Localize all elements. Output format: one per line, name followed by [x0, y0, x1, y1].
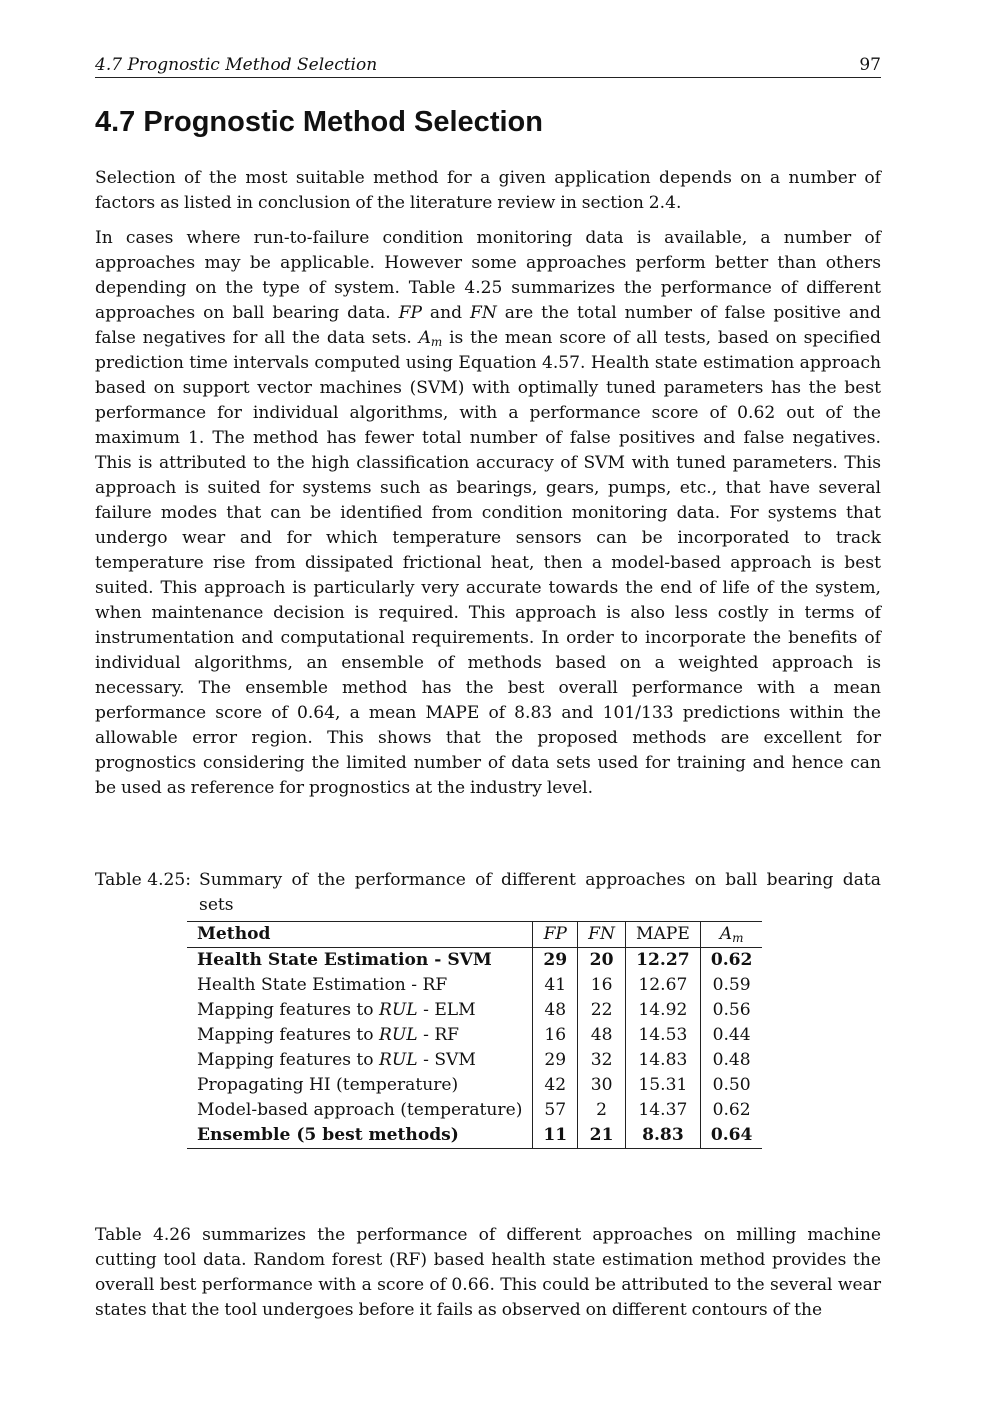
- cell-mape: 14.83: [625, 1048, 700, 1073]
- cell-fp: 42: [533, 1073, 578, 1098]
- cell-fn: 2: [578, 1098, 626, 1123]
- paragraph-text: In cases where run-to-failure condition monitoring data is available, a number of approaches may be applicable. However some approaches perform better than others depending on the type of system. Table 4.25 summarizes the performance of different approaches on ball bearing data.: [95, 228, 881, 323]
- cell-mape: 8.83: [625, 1123, 700, 1149]
- cell-fp: 48: [533, 998, 578, 1023]
- method-text: Mapping features to: [197, 1000, 380, 1020]
- table-row: [187, 1098, 762, 1123]
- cell-mape: 14.53: [625, 1023, 700, 1048]
- caption-label: Table 4.25:: [95, 870, 192, 890]
- cell-am: 0.62: [700, 948, 762, 974]
- cell-method: [187, 1048, 533, 1073]
- fp-symbol: FP: [398, 303, 422, 323]
- method-text: - SVM: [417, 1050, 476, 1070]
- cell-fp: 41: [533, 973, 578, 998]
- cell-fp: 57: [533, 1098, 578, 1123]
- table-row: [187, 973, 762, 998]
- table-row: [187, 1073, 762, 1098]
- method-text: Mapping features to: [197, 1025, 380, 1045]
- cell-method: Ensemble (5 best methods): [197, 1125, 459, 1145]
- paragraph-intro: Selection of the most suitable method for a given application depends on a number of factors as listed in conclusion of the literature review in section 2.4.: [95, 168, 881, 213]
- am-subscript: m: [430, 335, 443, 349]
- cell-fn: 30: [578, 1073, 626, 1098]
- table-row: [187, 1048, 762, 1073]
- paragraph-milling-discussion: Table 4.26 summarizes the performance of different approaches on milling machine cutting tool data. Random forest (RF) based health state estimation method provides the overall best performance with a score of 0.66. This could be attributed to the several wear states that the tool undergoes before it fails as observed on different contours of the: [95, 1225, 881, 1320]
- cell-method: Model-based approach (temperature): [197, 1100, 523, 1120]
- cell-am: 0.48: [700, 1048, 762, 1073]
- am-symbol: [419, 328, 443, 348]
- cell-mape: 12.67: [625, 973, 700, 998]
- cell-mape: 12.27: [625, 948, 700, 974]
- cell-fn: 21: [578, 1123, 626, 1149]
- rul-symbol: RUL: [379, 1000, 418, 1020]
- cell-am: 0.56: [700, 998, 762, 1023]
- paragraph-bearing-discussion: [95, 226, 881, 801]
- caption-text: Summary of the performance of different approaches on ball bearing data sets: [199, 870, 881, 915]
- cell-mape: 15.31: [625, 1073, 700, 1098]
- cell-method: Propagating HI (temperature): [197, 1075, 459, 1095]
- header-fn: FN: [578, 922, 626, 948]
- cell-mape: 14.92: [625, 998, 700, 1023]
- paragraph-text: and: [422, 303, 470, 323]
- cell-am: 0.50: [700, 1073, 762, 1098]
- running-header: [95, 55, 881, 78]
- table-header-row: [187, 922, 762, 948]
- cell-am: 0.64: [700, 1123, 762, 1149]
- paragraph-text: are the total number of false positive and false negatives for all the data sets.: [95, 303, 881, 348]
- cell-am: 0.62: [700, 1098, 762, 1123]
- cell-fn: 16: [578, 973, 626, 998]
- rul-symbol: RUL: [379, 1025, 418, 1045]
- table-row: [187, 1123, 762, 1149]
- cell-am: 0.44: [700, 1023, 762, 1048]
- method-text: Mapping features to: [197, 1050, 380, 1070]
- header-am: [700, 922, 762, 948]
- page-number: 97: [859, 55, 881, 75]
- running-title: 4.7 Prognostic Method Selection: [95, 55, 378, 75]
- rul-symbol: RUL: [379, 1050, 418, 1070]
- section-title: 4.7 Prognostic Method Selection: [95, 106, 543, 138]
- cell-method: Health State Estimation - SVM: [197, 950, 492, 970]
- cell-method: [187, 998, 533, 1023]
- cell-mape: 14.37: [625, 1098, 700, 1123]
- performance-table-wrapper: [187, 921, 762, 1149]
- method-text: - ELM: [417, 1000, 476, 1020]
- cell-fn: 22: [578, 998, 626, 1023]
- document-page: [95, 55, 881, 1320]
- table-caption: [95, 868, 881, 918]
- am-base: A: [418, 328, 431, 348]
- table-row: [187, 1023, 762, 1048]
- cell-fn: 48: [578, 1023, 626, 1048]
- header-method: Method: [197, 924, 271, 944]
- cell-fn: 32: [578, 1048, 626, 1073]
- cell-fn: 20: [578, 948, 626, 974]
- cell-method: [187, 1023, 533, 1048]
- method-text: - RF: [417, 1025, 460, 1045]
- cell-am: 0.59: [700, 973, 762, 998]
- cell-fp: 29: [533, 1048, 578, 1073]
- cell-fp: 29: [533, 948, 578, 974]
- cell-fp: 11: [533, 1123, 578, 1149]
- table-row: [187, 948, 762, 974]
- table-row: [187, 998, 762, 1023]
- am-subscript: m: [732, 931, 744, 945]
- performance-table: [187, 921, 762, 1149]
- cell-method: Health State Estimation - RF: [197, 975, 448, 995]
- am-base: A: [719, 924, 733, 944]
- header-fp: FP: [533, 922, 578, 948]
- fn-symbol: FN: [469, 303, 497, 323]
- paragraph-text: is the mean score of all tests, based on specified prediction time intervals computed using Equation 4.57. Health state estimation approach based on support vector machines (SVM) with optimally tuned parameters has the best performance for individual algorithms, with a performance score of 0.62 out of the maximum 1. The method has fewer total number of false positives and false negatives. This is attributed to the high classification accuracy of SVM with tuned parameters. This approach is suited for systems such as bearings, gears, pumps, etc., that have several failure modes that can be identified from condition monitoring data. For systems that undergo wear and for which temperature sensors can be incorporated to track temperature rise from dissipated frictional heat, then a model-based approach is best suited. This approach is particularly very accurate towards the end of life of the system, when maintenance decision is required. This approach is also less costly in terms of instrumentation and computational requirements. In order to incorporate the benefits of individual algorithms, an ensemble of methods based on a weighted approach is necessary. The ensemble method has the best overall performance with a mean performance score of 0.64, a mean MAPE of 8.83 and 101/133 predictions within the allowable error region. This shows that the proposed methods are excellent for prognostics considering the limited number of data sets used for training and hence can be used as reference for prognostics at the industry level.: [95, 328, 881, 798]
- cell-fp: 16: [533, 1023, 578, 1048]
- header-mape: MAPE: [625, 922, 700, 948]
